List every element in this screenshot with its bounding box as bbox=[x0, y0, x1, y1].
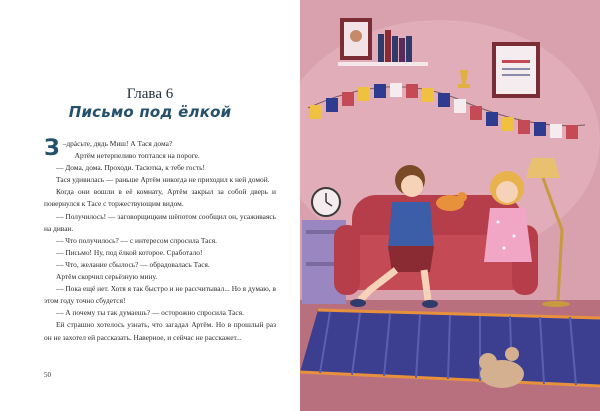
paragraph: — Что получилось? — с интересом спросила Тася. bbox=[56, 235, 217, 245]
boy-shoe bbox=[422, 300, 438, 308]
book bbox=[406, 36, 412, 62]
paragraph: — Что, желание сбылось? — обрадовалась Тася. bbox=[56, 259, 210, 269]
paragraph: Тася удивилась — раньше Артём никогда не приходил к ней домой. bbox=[56, 175, 270, 185]
paragraph-text: –дрáсьте, дядь Миш! А Тася дома? bbox=[62, 139, 173, 148]
sofa-armrest bbox=[334, 225, 360, 295]
drop-cap: З bbox=[44, 136, 60, 161]
paragraph: Артём нетерпеливо топтался на пороге. bbox=[74, 151, 200, 161]
boy-shirt bbox=[388, 202, 434, 250]
dog-icon bbox=[350, 30, 362, 42]
page-number: 50 bbox=[44, 371, 51, 379]
boy-face bbox=[401, 175, 423, 197]
boy-shorts bbox=[388, 246, 434, 272]
paragraph: Артём скорчил серьёзную мину. bbox=[56, 272, 158, 282]
book bbox=[399, 38, 405, 62]
paragraph: Ей страшно хотелось узнать, что загадал Артём. Но в прошлый раз он не захотел ей рассказать. Наверное, и сейчас не расскажет... bbox=[44, 320, 276, 342]
book bbox=[378, 34, 384, 62]
paragraph: — А почему ты так думаешь? — осторожно спросила Тася. bbox=[56, 308, 244, 318]
girl-face bbox=[496, 181, 518, 203]
story-text bbox=[44, 138, 276, 344]
chapter-title: Письмо под ёлкой bbox=[68, 103, 232, 121]
paragraph: — Письмо! Ну, под ёлкой которое. Сработало! bbox=[56, 247, 203, 257]
girl-dress bbox=[484, 208, 532, 262]
paragraph: Когда они вошли в её комнату, Артём закрыл за собой дверь и повернулся к Тасе с торжествующим видом. bbox=[44, 187, 276, 209]
boy-shoe bbox=[350, 299, 366, 307]
book bbox=[385, 30, 391, 62]
illustration-page bbox=[300, 0, 600, 411]
chapter-number: Глава 6 bbox=[126, 86, 174, 102]
shelf bbox=[338, 62, 428, 66]
paragraph: — Дома, дома. Проходи. Тасютка, к тебе гость! bbox=[56, 163, 206, 173]
paragraph: — Пока ещё нет. Хотя я так быстро и не рассчитывал... Но я думаю, в этом году точно сбудется! bbox=[44, 284, 276, 306]
book bbox=[392, 36, 398, 62]
room-illustration bbox=[300, 0, 600, 411]
paragraph: — Получилось! — заговорщицким шёпотом сообщил он, усаживаясь на диван. bbox=[44, 211, 276, 233]
